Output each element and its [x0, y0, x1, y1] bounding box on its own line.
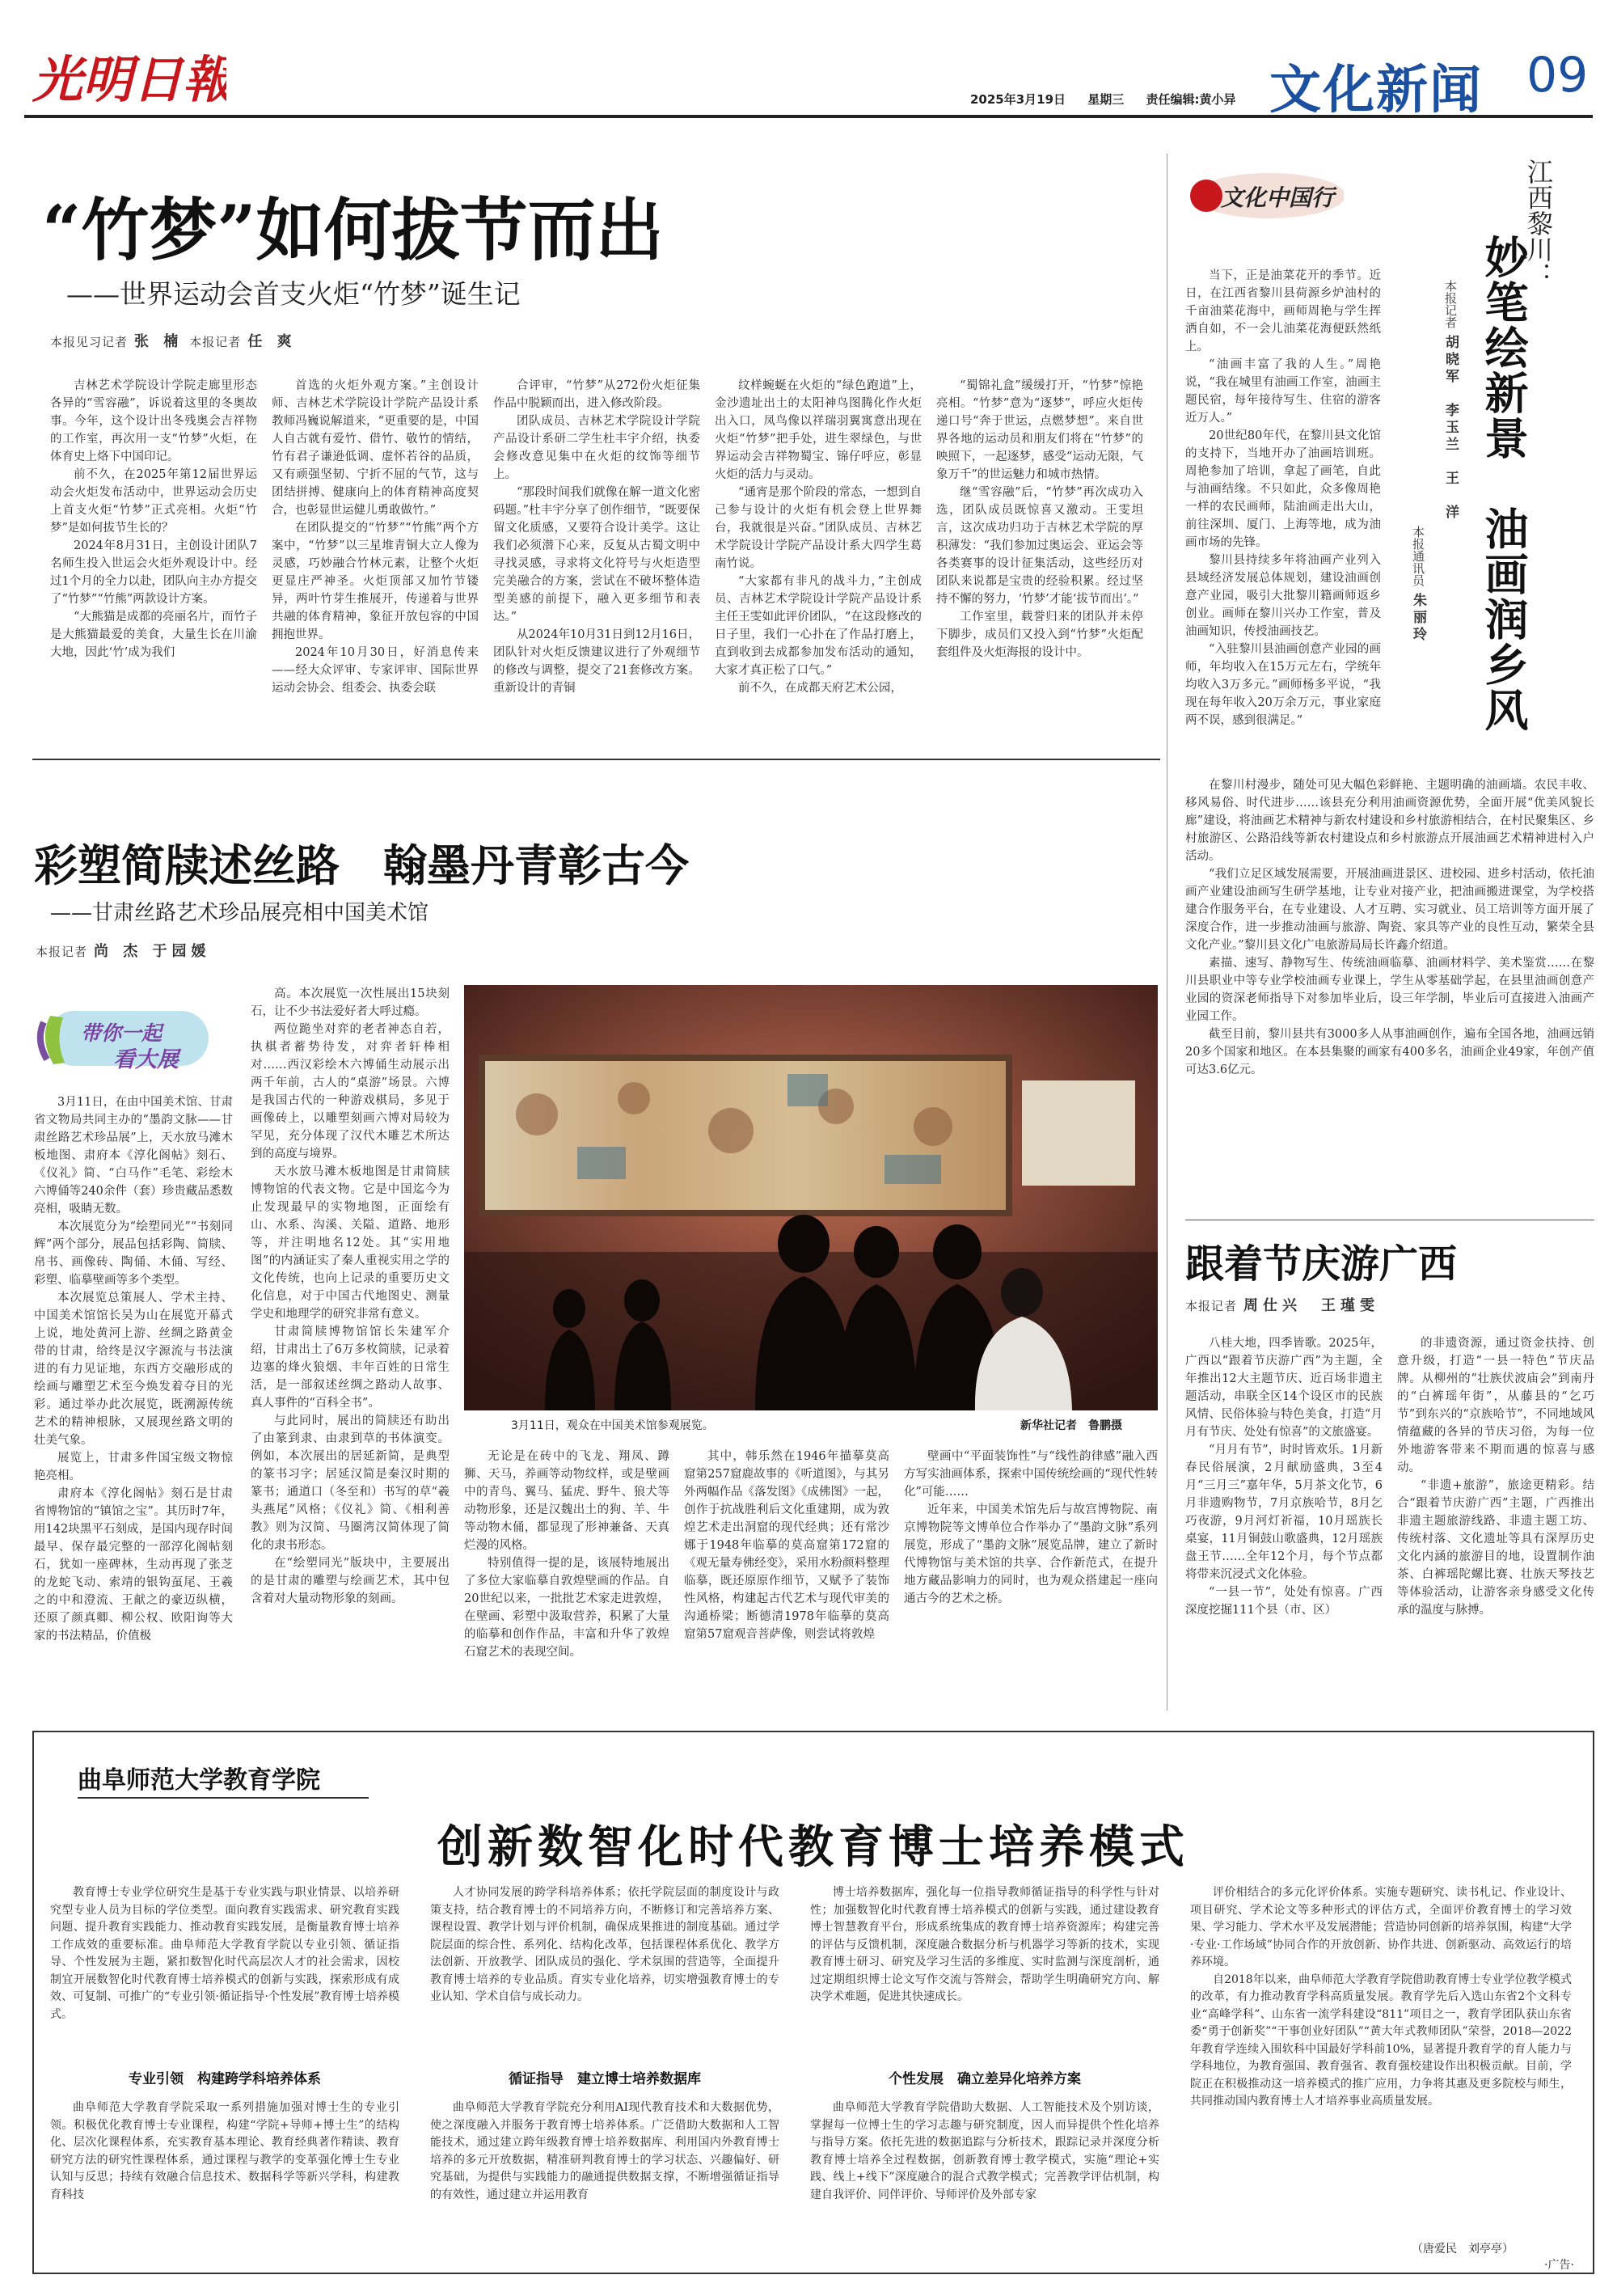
paragraph: 3月11日，在由中国美术馆、甘肃省文物局共同主办的“墨韵文脉——甘肃丝路艺术珍品展”上，天水放马滩木板地图、肃府本《淳化阁帖》刻石、《仪礼》简、“白马作”毛笔、彩绘木六博俑等240余件（套）珍贵藏品悉数亮相，吸睛无数。: [34, 1096, 233, 1216]
paragraph: 合评审，“竹梦”从272份火炬征集作品中脱颖而出，进入修改阶段。: [493, 379, 700, 410]
ad-column-4: [1190, 1884, 1572, 2237]
paragraph: 评价相结合的多元化评价体系。实施专题研究、读书札记、作业设计、项目研究、学术论文等多种形式的评估方式，全面评价教育博士的学习效果、学习能力、学术水平及发展潜能；营造协同创新的培养氛围，构建“大学·专业·工作场域”协同合作的开放创新、协作共进、创新驱动、高效运行的培养环境。: [1190, 1886, 1572, 1968]
paragraph: 吉林艺术学院设计学院走廊里形态各异的“雪容融”，诉说着这里的冬奥故事。今年，这个设计出冬残奥会吉祥物的工作室，再次用一支“竹梦”火炬，在体育史上烙下中国印记。: [50, 379, 257, 463]
paragraph: 近年来，中国美术馆先后与故宫博物院、南京博物院等文博单位合作举办了“墨韵文脉”系列展览，形成了“墨韵文脉”展览品牌，建立了新时代博物馆与美术馆的共享、合作新范式，在提升地方藏品影响力的同时，也为观众搭建起一座向通古今的艺术之桥。: [904, 1503, 1158, 1605]
author-name: 任 爽: [247, 333, 297, 350]
ad-column-1: [50, 1884, 399, 2054]
paragraph: “我们立足区域发展需要，开展油画进景区、进校园、进乡村活动，依托油画产业建设油画写生研学基地，让专业对接产业，把油画搬进课堂，为学校搭建合作服务平台，在专业建设、人才互聘、实习就业、员工培训等方面开展了深度合作，进一步推动油画与旅游、陶瓷、家具等产业的良性互动，繁荣全县文化产业。”黎川县文化广电旅游局局长许鑫介绍道。: [1185, 868, 1594, 952]
issue-date: 2025年3月19日: [970, 92, 1066, 107]
paragraph: 素描、速写、静物写生、传统油画临摹、油画材料学、美术鉴赏……在黎川县职业中等专业学校油画专业课上，学生从零基础学起，在县里油画创意产业园的资深老师指导下对参加毕业后，设三年学制，毕业后可直接进入油画产业园工作。: [1185, 957, 1594, 1023]
paragraph: 本次展览总策展人、学术主持、中国美术馆馆长吴为山在展览开幕式上说，地处黄河上游、丝绸之路黄金带的甘肃，给终是汉字源流与书法演进的有力见证地，东西方交融形成的绘画与雕塑艺术至今焕发着夺目的光彩。通过举办此次展览，既溯源传统艺术的精神根脉，又展现丝路文明的壮美气象。: [34, 1292, 233, 1447]
culture-china-logo-text: 文化中国行: [1221, 184, 1335, 211]
paragraph: “月月有节”，时时皆欢乐。1月新春民俗展演，2月献励盛典，3至4月“三月三”嘉年华，5月茶文化节，6月非遗购物节，7月京族哈节，8月乞巧夜游，9月河灯祈福，10月瑶族长桌宴，11月铜鼓山歌盛典，12月瑶族盘王节……全年12个月，每个节点都将带来沉浸式文化体验。: [1185, 1444, 1383, 1581]
paragraph: 黎川县持续多年将油画产业列入县域经济发展总体规划，建设油画创意产业园，吸引大批黎川籍画师返乡创业。画师在黎川兴办工作室，普及油画知识，传授油画技艺。: [1185, 554, 1381, 638]
logo-text: 光明日報: [32, 50, 226, 109]
ad-column-1b: [50, 2099, 399, 2261]
paragraph: 曲阜师范大学教育学院充分利用AI现代教育技术和大数据优势，使之深度融入并服务于教育博士培养体系。广泛借助大数据和人工智能技术，通过建立跨年级教育博士培养数据库、利用国内外教育博士培养的多元开放数据，精准研判教育博士的学习状态、兴趣偏好、研究基础，为提供与实践能力的融通提供数据支撑，不断增强循证指导的有效性，通过建立并运用教育: [430, 2101, 779, 2201]
article3-title: 妙笔绘新景 油画润乡风: [1478, 235, 1530, 733]
paragraph: “非遗+旅游”，旅途更精彩。结合“跟着节庆游广西”主题，广西推出非遗主题旅游线路、非遗主题工坊、传统村落、文化遗址等具有深厚历史文化内涵的旅游目的地，设置制作油茶、白裤瑶陀螺比赛、壮族天琴技艺等体验活动，让游客亲身感受文化传承的温度与脉搏。: [1397, 1479, 1594, 1617]
paragraph: 高。本次展览一次性展出15块刻石，让不少书法爱好者大呼过瘾。: [251, 987, 450, 1018]
ad-column-2b: [430, 2099, 779, 2261]
paragraph: 从2024年10月31日到12月16日，团队针对火炬反馈建议进行了外观细节的修改与调整，提交了21套修改方案。重新设计的青铜: [493, 628, 700, 695]
masthead-rule: [24, 115, 1593, 118]
author-name: 朱丽玲: [1410, 593, 1426, 644]
article4-byline: [1185, 1294, 1386, 1315]
article2-column-5: [904, 1448, 1158, 1706]
article1-column: [50, 377, 257, 747]
byline-prefix: 本报记者: [189, 335, 242, 349]
byline-prefix: 本报记者: [36, 945, 88, 959]
masthead-info: [970, 91, 1236, 108]
article3-byline-2: [1408, 526, 1429, 644]
paragraph: 壁画中“平面装饰性”与“线性韵律感”融入西方写实油画体系，探索中国传统绘画的“现代性转化”可能……: [904, 1450, 1158, 1499]
article2-column-4: [684, 1448, 889, 1706]
paragraph: 20世纪80年代，在黎川县文化馆的支持下，当地开办了油画培训班。周艳参加了培训，拿起了画笔，自此与油画结缘。不只如此，众多像周艳一样的农民画师，陆油画走出大山，前往深圳、厦门、上海等地，成为油画市场的先锋。: [1185, 429, 1381, 549]
exhibition-tag: [32, 1000, 218, 1077]
photo-caption: 3月11日，观众在中国美术馆参观展览。: [511, 1419, 714, 1432]
ad-heading-2: 循证指导 建立博士培养数据库: [509, 2071, 701, 2087]
ad-organization: 曲阜师范大学教育学院: [78, 1766, 320, 1795]
paragraph: 曲阜师范大学教育学院采取一系列措施加强对博士生的专业引领。积极优化教育博士专业课程，构建“学院+导师+博士生”的结构化、层次化课程体系，充实教育基本理论、教育经典著作精读、教育研究方法的研究性课程体系，通过课程与教学的变革强化博士生专业认知与反思；持续有效融合信息技术、数据科学等新兴学科，构建教育科技: [50, 2101, 399, 2201]
article1-subtitle: ——世界运动会首支火炬“竹梦”诞生记: [66, 278, 521, 310]
culture-china-badge-icon: [1185, 167, 1344, 225]
byline-prefix: 本报通讯员: [1411, 526, 1425, 586]
paragraph: 人才协同发展的跨学科培养体系；依托学院层面的制度设计与政策支持，结合教育博士的不同培养方向，不断修订和完善培养方案、课程设置、教学计划与评价机制，确保成果推进的制度基础。通过学院层面的综合性、系列化、结构化改革，包括课程体系优化、教学方法创新、开放教学、团队成员的强化、学术氛围的营造等，全面提升教育博士培养的专业品质。育实专业化培养，切实增强教育博士的专业认知、学术自信与成长动力。: [430, 1886, 779, 2003]
paragraph: 2024年8月31日，主创设计团队7名师生投入世运会火炬外观设计中。经过1个月的全力以赴，团队向主办方提交了“竹梦”“竹熊”两款设计方案。: [50, 539, 257, 606]
paragraph: 在“绘塑同光”版块中，主要展出的是甘肃的雕塑与绘画艺术，其中包含着对大量动物形象的刻画。: [251, 1557, 450, 1605]
paragraph: 自2018年以来，曲阜师范大学教育学院借助教育博士专业学位教学模式的改革，有力推动教育学科高质量发展。教育学先后入选山东省2个文科专业“高峰学科”、山东省一流学科建设“811”项目之一，教育学团队获山东省委“勇于创新奖”“干事创业好团队”“黄大年式教师团队”荣誉，2018—2022年教育学连续入围软科中国最好学科前10%，显著提升教育学的育人能力与学科地位，为教育强国、教育强省、教育强校建设作出积极贡献。目前，学院正在积极推动这一培养模式的推广应用，力争将其惠及更多院校与师生，共同推动国内教育博士人才培养事业高质量发展。: [1190, 1973, 1572, 2108]
newspaper-logo-icon: [32, 40, 226, 109]
byline-prefix: 本报记者: [1185, 1299, 1238, 1313]
article1-column: [272, 377, 479, 747]
paragraph: 前不久，在成都天府艺术公园，: [738, 682, 902, 695]
section-name: 文化新闻: [1269, 60, 1483, 121]
paragraph: 工作室里，载誉归来的团队并未停下脚步，成员们又投入到“竹梦”火炬配套组件及火炬海报的设计中。: [936, 611, 1143, 659]
ad-column-2: [430, 1884, 779, 2054]
paragraph: 前不久，在2025年第12届世界运动会火炬发布活动中，世界运动会历史上首支火炬“竹梦”正式亮相。火炬“竹梦”是如何拔节生长的？: [50, 468, 257, 535]
culture-china-logo: [1185, 167, 1344, 225]
paragraph: 首选的火炬外观方案。”主创设计师、吉林艺术学院设计学院产品设计系教师冯巍说解道来，“更重要的是，中国人自古就有爱竹、借竹、敬竹的情结，竹有君子谦逊低调、虚怀若谷的品质，又有顽强坚韧、宁折不屈的气节，这与团结拼搏、健康向上的体育精神高度契合，也彰显世运健儿勇敢做竹。”: [272, 379, 479, 517]
paragraph: 特别值得一提的是，该展特地展出了多位大家临摹自敦煌壁画的作品。自20世纪以来，一批批艺术家走进敦煌，在壁画、彩塑中汲取营养，积累了大量的临摹和创作作品，丰富和升华了敦煌石窟艺术的表现空间。: [464, 1557, 669, 1659]
divider-art1: [32, 759, 1160, 760]
paragraph: 两位跪坐对弈的老者神态自若，执棋者蓄势待发，对弈者轩棒相对……西汉彩绘木六博俑生动展示出两千年前，古人的“桌游”场景。六博是我国古代的一种游戏棋局，多见于画像砖上，以雕塑刻画六博对局较为罕见，充分体现了汉代木雕艺术所达到的高度与境界。: [251, 1023, 450, 1161]
article2-column-3: [464, 1448, 669, 1706]
ad-column-3: [810, 1884, 1159, 2054]
paragraph: 与此同时，展出的简牍还有助出了由篆到隶、由隶到草的书体演变。例如，本次展出的居延新简，是典型的篆书习字；居延汉简是秦汉时期的篆书；通道口（冬至和）书写的草“羲头燕尾”风格；《仪礼》简、《相利善教》则为汉简、马圈湾汉简体现了简化的隶书形态。: [251, 1414, 450, 1552]
author-name: 张 楠: [134, 333, 184, 350]
paragraph: “大熊猫是成都的亮丽名片，而竹子是大熊猫最爱的美食，大量生长在川渝大地，因此‘竹’成为我们: [50, 611, 257, 659]
author-name: 周仕兴 王瑾雯: [1243, 1297, 1380, 1314]
paragraph: 2024年10月30日，好消息传来——经大众评审、专家评审、国际世界运动会协会、组委会、执委会联: [272, 646, 479, 695]
article4-title: 跟着节庆游广西: [1185, 1241, 1458, 1287]
paragraph: 天水放马滩木板地图是甘肃简牍博物馆的代表文物。它是中国迄今为止发现最早的实物地图，正面绘有山、水系、沟溪、关隘、道路、地形等，并注明地名12处。其“实用地图”的内涵证实了秦人重视实用之学的文化传统，也向上记录的重要历史文化信息，对于中国古代地图史、测量学史和地理学的研究非常有意义。: [251, 1165, 450, 1321]
exhibition-photo: [464, 985, 1158, 1410]
paragraph: 曲阜师范大学教育学院借助大数据、人工智能技术及个别访谈，掌握每一位博士生的学习志趣与研究制度，因人而异提供个性化培养与指导方案。依托先进的数据追踪与分析技术，跟踪记录并深度分析教育博士培养全过程数据，创新教育博士教学模式，实施“理论+实践、线上+线下”深度融合的混合式教学模式；完善教学评估机制，构建自我评价、同伴评价、导师评价及外部专家: [810, 2101, 1159, 2201]
paragraph: 博士培养数据库，强化每一位指导教师循证指导的科学性与针对性；加强数智化时代教育博士培养模式的创新与实践，通过建设教育博士智慧教育平台，形成系统集成的教育博士培养资源库；构建完善的评估与反馈机制，深度融合数据分析与机器学习等新的技术，实现教育博士研习、研究及学习生活的多维度、实时监测与深度剖析，通过定期组织博士论文写作交流与答辩会，帮助学生明确研究方向、解决学术难题，促进其快速成长。: [810, 1886, 1159, 2003]
paragraph: “一县一节”，处处有惊喜。广西深度挖掘111个县（市、区）: [1185, 1586, 1383, 1617]
paragraph: “油画丰富了我的人生。”周艳说，“我在城里有油画工作室，油画主题民宿，每年接待写生、住宿的游客近万人。”: [1185, 358, 1381, 425]
paragraph: “蜀锦礼盒”缓缓打开，“竹梦”惊艳亮相。“竹梦”意为“逐梦”，呼应火炬传递口号“奔于世运，点燃梦想”。来自世界各地的运动员和朋友们将在“竹梦”的映照下，一起逐梦，感受“运动无限，气象万千”的世运魅力和城市热情。: [936, 379, 1143, 481]
issue-weekday: 星期三: [1087, 92, 1125, 107]
paragraph: 本次展览分为“绘塑同光”“书刻同辉”两个部分，展品包括彩陶、简牍、帛书、画像砖、陶俑、木俑、写经、彩塑、临摹壁画等多个类型。: [34, 1220, 233, 1287]
ad-signature: （唐爱民 刘亭亭）: [1412, 2243, 1514, 2256]
paragraph: 甘肃简牍博物馆馆长朱建军介绍，甘肃出土了6万多枚简牍，记录着边塞的烽火狼烟、丰年百姓的日常生活，是一部叙述丝绸之路动人故事、真人事件的“百科全书”。: [251, 1326, 450, 1410]
paragraph: 截至目前，黎川县共有3000多人从事油画创作，遍布全国各地，油画远销20多个国家和地区。在本县集聚的画家有400多名，油画企业49家，年创产值可达3.6亿元。: [1185, 1028, 1594, 1076]
article1-column: [715, 377, 922, 747]
paragraph: 展览上，甘肃多件国宝级文物惊艳亮相。: [34, 1452, 233, 1482]
exhibition-tag-line2: 看大展: [113, 1047, 179, 1072]
article2-column-1: [34, 1093, 233, 1706]
paragraph: “通宵是那个阶段的常态，一想到自己参与设计的火炬有机会登上世界舞台，我就很是兴奋。”团队成员、吉林艺术学院设计学院产品设计系大四学生葛南竹说。: [715, 486, 922, 570]
paragraph: 其中，韩乐然在1946年描摹莫高窟第257窟鹿故事的《听道图》，与其另外两幅作品《落发图》《成佛图》一起，创作于抗战胜利后文化重建期，成为敦煌艺术走出洞窟的现代经典；还有常沙娜于1948年临摹的莫高窟第172窟的《观无量寿佛经变》，采用水粉颜料整理临摹，既还原原作细节，又赋予了装饰性风格，构建起古代艺术与现代审美的沟通桥梁；断德清1978年临摹的莫高窟第57窟观音菩萨像，则尝试将敦煌: [684, 1450, 889, 1641]
article1-title: “竹梦”如何拔节而出: [42, 190, 664, 270]
paragraph: 在黎川村漫步，随处可见大幅色彩鲜艳、主题明确的油画墙。农民丰收、移风易俗、时代进步……该县充分利用油画资源优势，全面开展“优美风貌长廊”建设，将油画艺术精神与新农村建设和乡村旅游相结合，在村民聚集区、乡村旅游区、公路沿线等新农村建设点和乡村旅游点开展油画艺术精神进村入户活动。: [1185, 779, 1594, 863]
paragraph: 教育博士专业学位研究生是基于专业实践与职业情景、以培养研究型专业人员为目标的学位类型。面向教育实践需求、研究教育实践问题、提升教育实践能力、推动教育实践发展，是衡量教育博士培养工作成效的重要标准。曲阜师范大学教育学院以专业引领、循证指导、个性发展为主题，紧扣数智化时代高层次人才的社会需求，因校制宜开展数智化时代教育博士培养模式的创新与实践，探索形成有成效、可复制、可推广的“专业引领·循证指导·个性发展”教育博士培养模式。: [50, 1886, 399, 2021]
article4-column-1: [1185, 1334, 1383, 1706]
paragraph: 在团队提交的“竹梦”“竹熊”两个方案中，“竹梦”以三星堆青铜大立人像为灵感，巧妙融合竹林元素，让整个火炬更显庄严神圣。火炬顶部又加竹节镂异，两叶竹芽生推展开，传递着与世界共融的体育精神，象征开放包容的中国拥抱世界。: [272, 522, 479, 641]
paragraph: “那段时间我们就像在解一道文化密码题。”杜丰宇分享了创作细节，“既要保留文化质感，又要符合设计美学。这让我们必须潜下心来，反复从古蜀文明中寻找灵感，寻求将文化符号与火炬造型完美融合的方案，尝试在不破坏整体造型美感的前提下，融入更多细节和表达。”: [493, 486, 700, 624]
photo-credit: 新华社记者 鲁鹏摄: [1020, 1419, 1122, 1432]
byline-prefix: 本报记者: [1443, 280, 1458, 328]
paragraph: 肃府本《淳化阁帖》刻石是甘肃省博物馆的“镇馆之宝”。其历时7年，用142块黑平石刻成，是国内现存时间最早、保存最完整的一部淳化阁帖刻石，犹如一座碑林，生动再现了张芝的龙蛇飞动、索靖的银钩虿尾、王羲之的中和澄流、王献之的豪迈纵横，还原了颜真卿、柳公权、欧阳询等大家的书法精品，价值极: [34, 1487, 233, 1643]
paragraph: 的非遗资源，通过资金扶持、创意升级，打造“一县一特色”节庆品牌。从柳州的“壮族伏波庙会”到南丹的“白裤瑶年街”，从藤县的“乞巧节”到东兴的“京族哈节”，不同地域风情蕴藏的各异的节庆习俗，为每一位外地游客带来不期而遇的惊喜与感动。: [1397, 1337, 1594, 1474]
masthead-logo: [32, 40, 226, 109]
page-number: 09: [1526, 47, 1589, 104]
article3-byline-1: [1441, 280, 1461, 522]
ad-heading-3: 个性发展 确立差异化培养方案: [889, 2071, 1081, 2087]
article2-byline: [36, 940, 217, 961]
ad-column-3b: [810, 2099, 1159, 2261]
paragraph: 无论是在砖中的飞龙、翔凤、蹲狮、天马，养画等动物纹样，或是壁画中的青鸟、翼马、猛虎、野牛、狼犬等动物形象，还是汉魏出土的狗、羊、牛等动物木俑，都显现了形神兼备、天真烂漫的风格。: [464, 1450, 669, 1552]
paragraph: 八桂大地，四季皆歌。2025年，广西以“跟着节庆游广西”为主题，全年推出12大主题节庆、近百场非遗主题活动，串联全区14个设区市的民族风情、民俗体验与特色美食，打造“月月有节庆、处处有惊喜”的文旅盛宴。: [1185, 1337, 1383, 1439]
ad-title: 创新数智化时代教育博士培养模式: [437, 1820, 1189, 1874]
ad-org-rule: [78, 1797, 369, 1799]
section-editor: 责任编辑:黄小异: [1146, 92, 1236, 107]
article4-column-2: [1397, 1334, 1594, 1706]
article3-top-column: [1185, 267, 1381, 760]
article2-title: 彩塑简牍述丝路 翰墨丹青彰古今: [34, 839, 689, 891]
author-name: 尚 杰 于园媛: [94, 943, 211, 960]
ad-mark: ·广告·: [1544, 2259, 1574, 2272]
paragraph: 团队成员、吉林艺术学院设计学院产品设计系研二学生杜丰宇介绍，执委会修改意见集中在火炬的纹饰等细节上。: [493, 415, 700, 481]
ad-heading-1: 专业引领 构建跨学科培养体系: [129, 2071, 321, 2087]
exhibition-tag-line1: 带你一起: [81, 1021, 163, 1045]
museum-visitors-photo-icon: [464, 985, 1158, 1410]
author-name: 胡晓军 李玉兰 王 洋: [1442, 335, 1459, 522]
paragraph: 纹样蜿蜒在火炬的“绿色跑道”上，金沙遗址出土的太阳神鸟图腾化作火炬出入口，凤鸟像以祥瑞羽翼寓意出现在火炬“竹梦”把手处，进生翠绿色，与世界运动会吉祥物蜀宝、锦仔呼应，彰显火炬的活力与灵动。: [715, 379, 922, 481]
article1-byline: [50, 330, 303, 351]
paragraph: “入驻黎川县油画创意产业园的画师，年均收入在15万元左右，学统年均收入3万多元。”画师杨多平说，“我现在每年收入20万余万元，事业家庭两不误，感到很满足。”: [1185, 643, 1381, 727]
paragraph: 当下，正是油菜花开的季节。近日，在江西省黎川县荷源乡炉油村的千亩油菜花海中，画师周艳与学生挥洒自如，不一会儿油菜花海便跃然纸上。: [1185, 269, 1381, 353]
article2-column-2: [251, 985, 450, 1706]
byline-prefix: 本报见习记者: [50, 335, 129, 349]
paragraph: 继“雪容融”后，“竹梦”再次成功入选，团队成员既惊喜又激动。王雯坦言，这次成功归功于吉林艺术学院的厚积薄发：“我们参加过奥运会、亚运会等各类赛事的设计征集活动，这些经历对团队来说都是宝贵的经验积累。经过坚持不懈的努力，‘竹梦’才能‘拔节而出’。”: [936, 486, 1143, 606]
article1-column: [493, 377, 700, 747]
article1-column: [936, 377, 1143, 747]
paragraph: “大家都有非凡的战斗力，”主创成员、吉林艺术学院设计学院产品设计系主任王雯如此评价团队，“在这段修改的日子里，我们一心扑在了作品打磨上，直到收到去成都参加发布活动的通知，大家才真正松了口气。”: [715, 575, 922, 677]
article2-subtitle: ——甘肃丝路艺术珍品展亮相中国美术馆: [50, 901, 429, 925]
article3-kicker: 江西黎川：: [1523, 159, 1554, 288]
